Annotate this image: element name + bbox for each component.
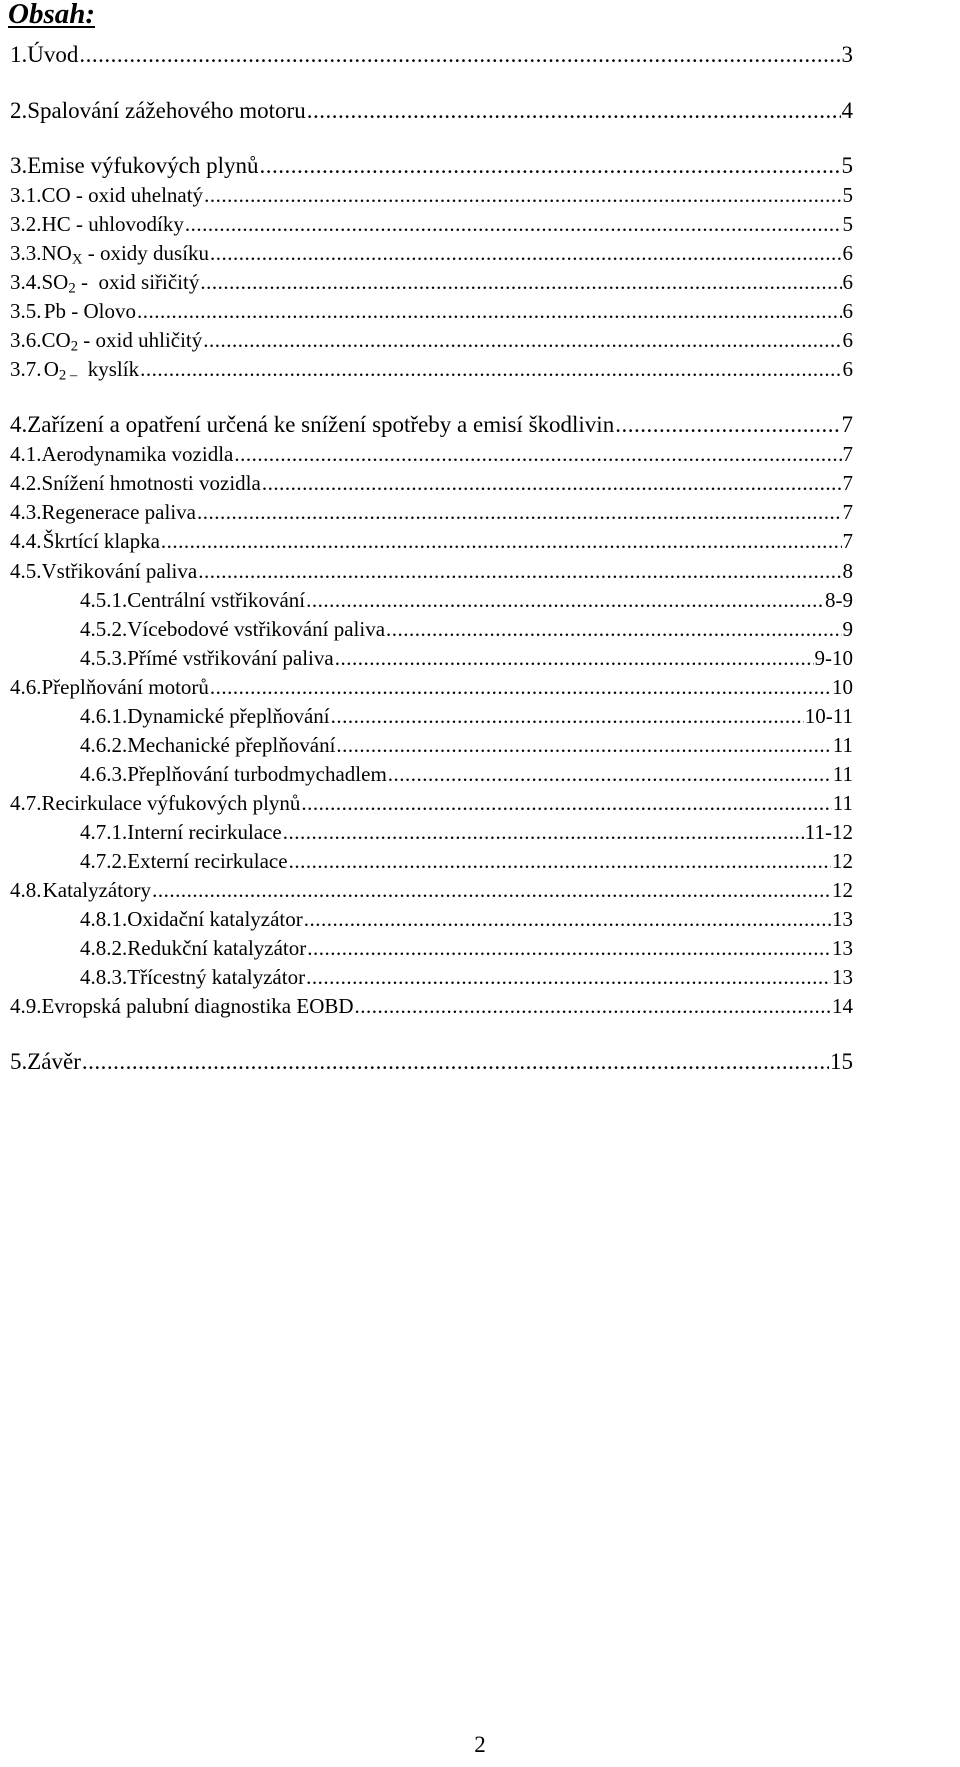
toc-entry-page: 7 bbox=[841, 412, 853, 437]
toc-entry-page: 6 bbox=[842, 270, 853, 294]
toc-entry[interactable] bbox=[0, 991, 853, 1021]
dot-leader bbox=[82, 1047, 829, 1077]
toc-entry-page: 15 bbox=[830, 1049, 853, 1074]
toc-entry-label-suffix: kyslík bbox=[77, 357, 140, 381]
toc-entry-label bbox=[42, 468, 261, 498]
toc-entry[interactable] bbox=[0, 180, 853, 210]
toc-entry-label bbox=[42, 788, 301, 818]
toc-entry-label bbox=[43, 526, 160, 556]
toc-entry-subscript: 2 bbox=[68, 280, 76, 297]
toc-entry-number: 3.1. bbox=[10, 183, 42, 207]
toc-entry-page: 9 bbox=[842, 617, 853, 641]
toc-entry-label-text: Centrální vstřikování bbox=[127, 588, 306, 612]
toc-entry-label-text: Regenerace paliva bbox=[41, 500, 196, 524]
toc-entry-label-text: Přeplňování turbodmychadlem bbox=[127, 762, 387, 786]
toc-entry-label bbox=[127, 904, 303, 934]
toc-entry-page: 7 bbox=[842, 471, 853, 495]
toc-entry-page: 4 bbox=[841, 98, 853, 123]
toc-entry[interactable] bbox=[0, 788, 853, 818]
toc-entry[interactable] bbox=[0, 325, 853, 355]
toc-entry[interactable] bbox=[0, 933, 853, 963]
toc-entry-number: 4.9. bbox=[10, 994, 42, 1018]
toc-entry[interactable] bbox=[0, 759, 853, 789]
toc-entry[interactable] bbox=[0, 556, 853, 586]
toc-entry-label-text: Zařízení a opatření určená ke snížení spotřeby a emisí škodlivin bbox=[27, 412, 615, 437]
toc-entry-number: 5. bbox=[10, 1049, 28, 1074]
toc-entry-label bbox=[42, 325, 203, 355]
toc-entry-page: 13 bbox=[832, 965, 853, 989]
toc-entry-label-text: Interní recirkulace bbox=[127, 820, 282, 844]
toc-entry[interactable] bbox=[0, 238, 853, 268]
toc-entry-page: 12 bbox=[832, 878, 853, 902]
toc-entry[interactable] bbox=[0, 585, 853, 615]
dot-leader bbox=[210, 238, 841, 268]
toc-entry-label-text: Závěr bbox=[27, 1049, 81, 1074]
toc-entry-number: 1. bbox=[10, 42, 28, 67]
dot-leader bbox=[79, 40, 840, 70]
toc-entry-label-suffix: - oxid siřičitý bbox=[75, 270, 200, 294]
toc-entry-page: 12 bbox=[832, 849, 853, 873]
toc-entry[interactable] bbox=[0, 267, 853, 297]
dot-leader bbox=[260, 151, 841, 181]
toc-entry-label-text: Evropská palubní diagnostika EOBD bbox=[41, 994, 354, 1018]
dot-leader bbox=[200, 267, 841, 297]
toc-entry-label bbox=[127, 933, 306, 963]
toc-entry-number: 4.4. bbox=[10, 529, 42, 553]
toc-entry-label-text: Spalování zážehového motoru bbox=[27, 98, 306, 123]
toc-entry-page: 13 bbox=[832, 936, 853, 960]
toc-entry-label bbox=[42, 672, 209, 702]
toc-entry-label bbox=[43, 875, 151, 905]
dot-leader bbox=[615, 410, 840, 440]
toc-entry-page: 6 bbox=[842, 328, 853, 352]
toc-entry-label bbox=[127, 643, 333, 673]
dot-leader bbox=[262, 468, 842, 498]
toc-entry-label bbox=[27, 1047, 81, 1077]
toc-entry[interactable] bbox=[0, 151, 853, 181]
page-title: Obsah: bbox=[8, 0, 96, 30]
toc-entry-label-text: Pb - Olovo bbox=[43, 299, 137, 323]
dot-leader bbox=[289, 846, 831, 876]
toc-entry[interactable] bbox=[0, 730, 853, 760]
toc-entry-label bbox=[127, 585, 305, 615]
toc-entry-page: 7 bbox=[842, 529, 853, 553]
toc-entry[interactable] bbox=[0, 904, 853, 934]
toc-entry-label bbox=[42, 556, 198, 586]
toc-entry-page: 13 bbox=[832, 907, 853, 931]
toc-entry-page: 7 bbox=[842, 500, 853, 524]
toc-entry-page: 5 bbox=[842, 212, 853, 236]
toc-entry[interactable] bbox=[0, 672, 853, 702]
toc-entry-subscript: X bbox=[71, 251, 83, 268]
toc-entry-page: 6 bbox=[842, 241, 853, 265]
dot-leader bbox=[335, 643, 814, 673]
toc-entry-page: 6 bbox=[842, 299, 853, 323]
dot-leader bbox=[301, 788, 831, 818]
toc-entry-label-text: SO bbox=[41, 270, 69, 294]
toc-entry-number: 3.6. bbox=[10, 328, 42, 352]
toc-entry[interactable] bbox=[0, 875, 853, 905]
toc-entry-number: 4.1. bbox=[10, 442, 42, 466]
toc-entry[interactable] bbox=[0, 468, 853, 498]
toc-entry-label bbox=[127, 614, 385, 644]
dot-leader bbox=[234, 439, 841, 469]
toc-entry-number: 3. bbox=[10, 153, 28, 178]
toc-entry-number: 4.7.1. bbox=[80, 820, 128, 844]
toc-entry-label-text: HC - uhlovodíky bbox=[41, 212, 184, 236]
toc-entry-page: 7 bbox=[842, 442, 853, 466]
toc-entry[interactable] bbox=[0, 296, 853, 326]
toc-entry-page: 3 bbox=[841, 42, 853, 67]
toc-entry-page: 8-9 bbox=[825, 588, 853, 612]
toc-entry[interactable] bbox=[0, 962, 853, 992]
dot-leader bbox=[137, 296, 841, 326]
page-number: 2 bbox=[474, 1732, 486, 1757]
toc-entry-number: 4.2. bbox=[10, 471, 42, 495]
dot-leader bbox=[283, 817, 804, 847]
dot-leader bbox=[336, 730, 831, 760]
toc-entry-label-text: Úvod bbox=[27, 42, 79, 67]
toc-entry-label-text: CO - oxid uhelnatý bbox=[41, 183, 204, 207]
toc-entry-label bbox=[44, 296, 136, 326]
toc-entry-number: 4.5.1. bbox=[80, 588, 128, 612]
dot-leader bbox=[331, 701, 804, 731]
toc-entry-label-text: CO bbox=[41, 328, 71, 352]
toc-entry-number: 4.6.3. bbox=[80, 762, 128, 786]
toc-entry-label bbox=[42, 209, 184, 239]
toc-entry-label bbox=[42, 267, 200, 297]
toc-entry-label-text: Třícestný katalyzátor bbox=[127, 965, 306, 989]
toc-entry[interactable] bbox=[0, 1047, 853, 1077]
toc-entry-number: 4.5. bbox=[10, 559, 42, 583]
toc-entry[interactable] bbox=[0, 410, 853, 440]
toc-entry[interactable] bbox=[0, 40, 853, 70]
toc-entry-page: 11 bbox=[832, 733, 853, 757]
toc-entry-number: 4.5.2. bbox=[80, 617, 128, 641]
toc-entry-label-text: Snížení hmotnosti vozidla bbox=[41, 471, 261, 495]
toc-entry-label-text: Mechanické přeplňování bbox=[127, 733, 336, 757]
dot-leader bbox=[386, 614, 841, 644]
dot-leader bbox=[304, 904, 831, 934]
toc-entry-page: 5 bbox=[842, 183, 853, 207]
dot-leader bbox=[204, 180, 841, 210]
toc-entry-label-text: Redukční katalyzátor bbox=[127, 936, 307, 960]
toc-entry-label-suffix: - oxidy dusíku bbox=[82, 241, 210, 265]
toc-entry-label bbox=[127, 962, 305, 992]
toc-entry[interactable] bbox=[0, 817, 853, 847]
toc-entry-number: 4.7.2. bbox=[80, 849, 128, 873]
toc-entry-label bbox=[27, 96, 305, 126]
toc-entry-page: 6 bbox=[842, 357, 853, 381]
toc-entry[interactable] bbox=[0, 846, 853, 876]
dot-leader bbox=[210, 672, 831, 702]
toc-entry-page: 10-11 bbox=[804, 704, 853, 728]
toc-entry-label-text: Katalyzátory bbox=[42, 878, 152, 902]
toc-entry-label-text: Externí recirkulace bbox=[127, 849, 288, 873]
toc-entry-label-text: Vícebodové vstřikování paliva bbox=[127, 617, 386, 641]
toc-entry-label-suffix: - oxid uhličitý bbox=[78, 328, 203, 352]
toc-entry-number: 4.7. bbox=[10, 791, 42, 815]
toc-entry-label-text: Vstřikování paliva bbox=[41, 559, 198, 583]
toc-entry-number: 4.3. bbox=[10, 500, 42, 524]
toc-entry-label-text: Přímé vstřikování paliva bbox=[127, 646, 334, 670]
toc-entry-label bbox=[42, 238, 210, 268]
toc-entry-page: 14 bbox=[832, 994, 853, 1018]
toc-entry-label bbox=[42, 180, 204, 210]
toc-entry-number: 3.5. bbox=[10, 299, 42, 323]
toc-entry-number: 4.8.1. bbox=[80, 907, 128, 931]
toc-entry-number: 4.6.2. bbox=[80, 733, 128, 757]
toc-entry-number: 4. bbox=[10, 412, 28, 437]
toc-entry-number: 4.6. bbox=[10, 675, 42, 699]
toc-entry[interactable] bbox=[0, 439, 853, 469]
toc-entry-number: 4.5.3. bbox=[80, 646, 128, 670]
toc-entry-page: 5 bbox=[841, 153, 853, 178]
dot-leader bbox=[197, 497, 842, 527]
toc-entry-number: 3.3. bbox=[10, 241, 42, 265]
toc-entry-label-text: Emise výfukových plynů bbox=[27, 153, 259, 178]
toc-entry-number: 4.8.2. bbox=[80, 936, 128, 960]
toc-entry-label-text: Recirkulace výfukových plynů bbox=[41, 791, 301, 815]
toc-entry-page: 11 bbox=[832, 762, 853, 786]
dot-leader bbox=[388, 759, 832, 789]
toc-entry-label bbox=[127, 701, 329, 731]
toc-entry-label bbox=[42, 439, 234, 469]
dot-leader bbox=[307, 96, 841, 126]
toc-entry-number: 3.2. bbox=[10, 212, 42, 236]
dot-leader bbox=[140, 354, 841, 384]
toc-entry-number: 3.4. bbox=[10, 270, 42, 294]
toc-entry[interactable] bbox=[0, 701, 853, 731]
toc-entry[interactable] bbox=[0, 526, 853, 556]
dot-leader bbox=[185, 209, 842, 239]
dot-leader bbox=[355, 991, 831, 1021]
toc-entry-subscript: 2 – bbox=[58, 367, 78, 384]
toc-entry-page: 11-12 bbox=[804, 820, 853, 844]
toc-entry[interactable] bbox=[0, 96, 853, 126]
toc-entry[interactable] bbox=[0, 643, 853, 673]
toc-entry-label bbox=[127, 730, 335, 760]
toc-entry-subscript: 2 bbox=[70, 338, 79, 355]
toc-entry-number: 4.6.1. bbox=[80, 704, 128, 728]
toc-entry-label bbox=[127, 817, 282, 847]
dot-leader bbox=[203, 325, 841, 355]
toc-entry-number: 4.8. bbox=[10, 878, 42, 902]
toc-entry-label-text: Dynamické přeplňování bbox=[127, 704, 330, 728]
dot-leader bbox=[198, 556, 841, 586]
toc-entry-number: 4.8.3. bbox=[80, 965, 128, 989]
toc-entry-label bbox=[44, 354, 139, 384]
dot-leader bbox=[306, 585, 824, 615]
toc-entry-label-text: NO bbox=[41, 241, 72, 265]
toc-entry-label bbox=[27, 410, 614, 440]
toc-entry[interactable] bbox=[0, 614, 853, 644]
toc-entry-label bbox=[127, 759, 387, 789]
toc-entry-label bbox=[27, 151, 258, 181]
toc-entry-label bbox=[127, 846, 287, 876]
dot-leader bbox=[306, 962, 831, 992]
toc-entry-page: 9-10 bbox=[814, 646, 853, 670]
toc-entry-number: 3.7. bbox=[10, 357, 42, 381]
toc-entry-label bbox=[42, 991, 354, 1021]
toc-entry-label-text: Oxidační katalyzátor bbox=[127, 907, 303, 931]
toc-entry[interactable] bbox=[0, 354, 853, 384]
toc-entry-page: 8 bbox=[842, 559, 853, 583]
toc-entry-label-text: O bbox=[43, 357, 59, 381]
dot-leader bbox=[307, 933, 831, 963]
toc-entry-page: 10 bbox=[832, 675, 853, 699]
dot-leader bbox=[152, 875, 831, 905]
toc-entry-label bbox=[27, 40, 78, 70]
toc-entry[interactable] bbox=[0, 209, 853, 239]
toc-entry-page: 11 bbox=[832, 791, 853, 815]
dot-leader bbox=[161, 526, 842, 556]
toc-entry-label-text: Přeplňování motorů bbox=[41, 675, 209, 699]
toc-entry-number: 2. bbox=[10, 98, 28, 123]
toc-entry[interactable] bbox=[0, 497, 853, 527]
toc-entry-label bbox=[42, 497, 197, 527]
toc-entry-label-text: Škrtící klapka bbox=[42, 529, 160, 553]
toc-entry-label-text: Aerodynamika vozidla bbox=[41, 442, 234, 466]
